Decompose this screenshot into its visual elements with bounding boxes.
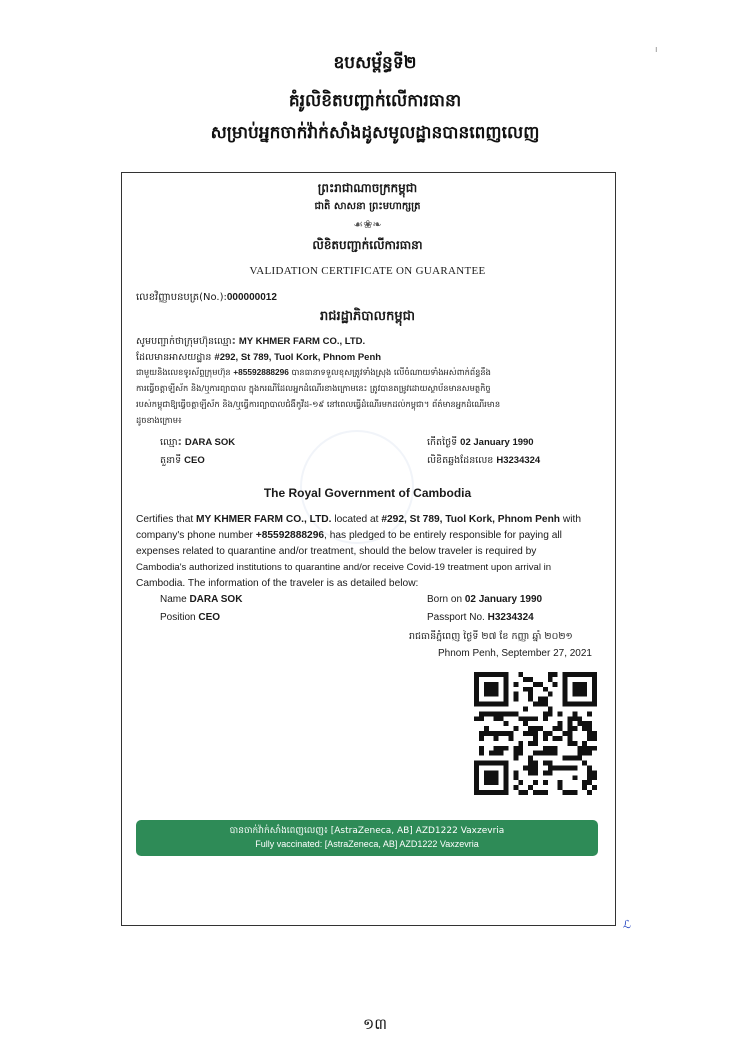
national-motto: ជាតិ សាសនា ព្រះមហាក្សត្រ bbox=[314, 201, 421, 212]
scan-mark: ı bbox=[655, 44, 658, 54]
en-traveler-name: Name DARA SOK bbox=[160, 594, 243, 605]
vaccination-status-kh: បានចាក់វ៉ាក់សាំងពេញលេញ៖ [AstraZeneca, AB] AZD1222 Vaxzevria bbox=[229, 826, 505, 836]
en-line-5: Cambodia. The information of the traveler is as detailed below: bbox=[136, 578, 419, 589]
page-number: ១៣ bbox=[362, 1015, 388, 1033]
en-traveler-position: Position CEO bbox=[160, 612, 221, 623]
kh-company-name: MY KHMER FARM CO., LTD. bbox=[238, 336, 366, 347]
certificate-title-en: VALIDATION CERTIFICATE ON GUARANTEE bbox=[249, 265, 486, 277]
kh-line-4: ការធ្វើចត្តាឡីស័ក និង/ឬការព្យាបាល ក្នុងករណីដែលអ្នកដំណើរខាងក្រោមនេះ ត្រូវបានតម្រូវដោយស្ថាប័នមានសមត្ថកិច្ច bbox=[136, 383, 491, 393]
en-line-3: expenses related to quarantine and/or treatment, should the below traveler is required by bbox=[136, 546, 537, 557]
initials-mark: ℒ bbox=[623, 919, 631, 931]
vaccination-status-banner bbox=[136, 820, 598, 856]
certificate-number bbox=[136, 290, 277, 305]
issue-date-kh: រាជធានីភ្នំពេញ ថ្ងៃទី ២៧ ខែ កញ្ញា ឆ្នាំ ២០២១ bbox=[409, 631, 573, 642]
en-address: #292, St 789, Tuol Kork, Phnom Penh bbox=[381, 514, 561, 525]
kh-line-6: ដូចខាងក្រោម៖ bbox=[136, 415, 182, 425]
en-line-1: Certifies that MY KHMER FARM CO., LTD. located at #292, St 789, Tuol Kork, Phnom Penh with bbox=[136, 514, 581, 525]
certificate-title-kh: លិខិតបញ្ជាក់លើការធានា bbox=[312, 238, 423, 252]
kh-traveler-name: ឈ្មោះ DARA SOK bbox=[160, 437, 236, 448]
government-heading-en: The Royal Government of Cambodia bbox=[263, 486, 472, 500]
number-value: 000000012 bbox=[226, 292, 277, 303]
issue-date-en: Phnom Penh, September 27, 2021 bbox=[438, 648, 592, 659]
kingdom-heading: ព្រះរាជាណាចក្រកម្ពុជា bbox=[317, 181, 418, 195]
kh-line-phone: ជាមួយនិងលេខទូរស័ព្ទក្រុមហ៊ុន +85592888296 បានធានាទទួលខុសត្រូវទាំងស្រុង លើចំណាយទាំងអស់ពាក់ព័ន្ធនឹង bbox=[136, 367, 491, 377]
kh-line-address: ដែលមានអាសយដ្ឋាន #292, St 789, Tuol Kork, Phnom Penh bbox=[136, 352, 382, 363]
ornament-divider: ☙❀❧ bbox=[353, 219, 382, 231]
en-traveler-dob: Born on 02 January 1990 bbox=[427, 594, 543, 605]
kh-traveler-dob: កើតថ្ងៃទី 02 January 1990 bbox=[427, 437, 534, 448]
annex-title: ឧបសម្ព័ន្ធទី២ bbox=[333, 53, 417, 73]
kh-phone: +85592888296 bbox=[233, 367, 289, 377]
government-heading-kh: រាជរដ្ឋាភិបាលកម្ពុជា bbox=[320, 309, 415, 324]
number-label: លេខវិញ្ញាបនបត្រ(No.): bbox=[136, 292, 227, 303]
template-title: គំរូលិខិតបញ្ជាក់លើការធានា bbox=[288, 91, 462, 111]
en-traveler-passport: Passport No. H3234324 bbox=[427, 612, 534, 623]
en-line-2: company's phone number +85592888296, has pledged to be entirely responsible for paying all bbox=[136, 530, 562, 541]
en-phone: +85592888296 bbox=[255, 530, 325, 541]
en-company-name: MY KHMER FARM CO., LTD. bbox=[196, 514, 332, 525]
kh-traveler-passport: លិខិតឆ្លងដែនលេខ H3234324 bbox=[427, 455, 541, 466]
template-subtitle: សម្រាប់អ្នកចាក់វ៉ាក់សាំងដូសមូលដ្ឋានបានពេញលេញ bbox=[210, 123, 540, 143]
kh-traveler-position: តួនាទី CEO bbox=[160, 455, 205, 466]
kh-address: #292, St 789, Tuol Kork, Phnom Penh bbox=[214, 352, 382, 363]
vaccination-status-en: Fully vaccinated: [AstraZeneca, AB] AZD1222 Vaxzevria bbox=[255, 839, 479, 849]
kh-line-5: របស់កម្ពុជាឱ្យធ្វើចត្តាឡីស័ក និង/ឬធ្វើការព្យាបាលជំងឺកូវីដ-១៩ នៅពេលធ្វើដំណើរមកដល់កម្ពុជា។ ព័ត៌មានអ្នកដំណើរមាន bbox=[136, 399, 501, 409]
kh-line-company: សូមបញ្ជាក់ថាក្រុមហ៊ុនឈ្មោះ MY KHMER FARM CO., LTD. bbox=[136, 336, 366, 347]
qr-code[interactable] bbox=[474, 672, 597, 795]
en-line-4: Cambodia's authorized institutions to quarantine and/or receive Covid-19 treatment upon arrival in bbox=[136, 562, 552, 573]
